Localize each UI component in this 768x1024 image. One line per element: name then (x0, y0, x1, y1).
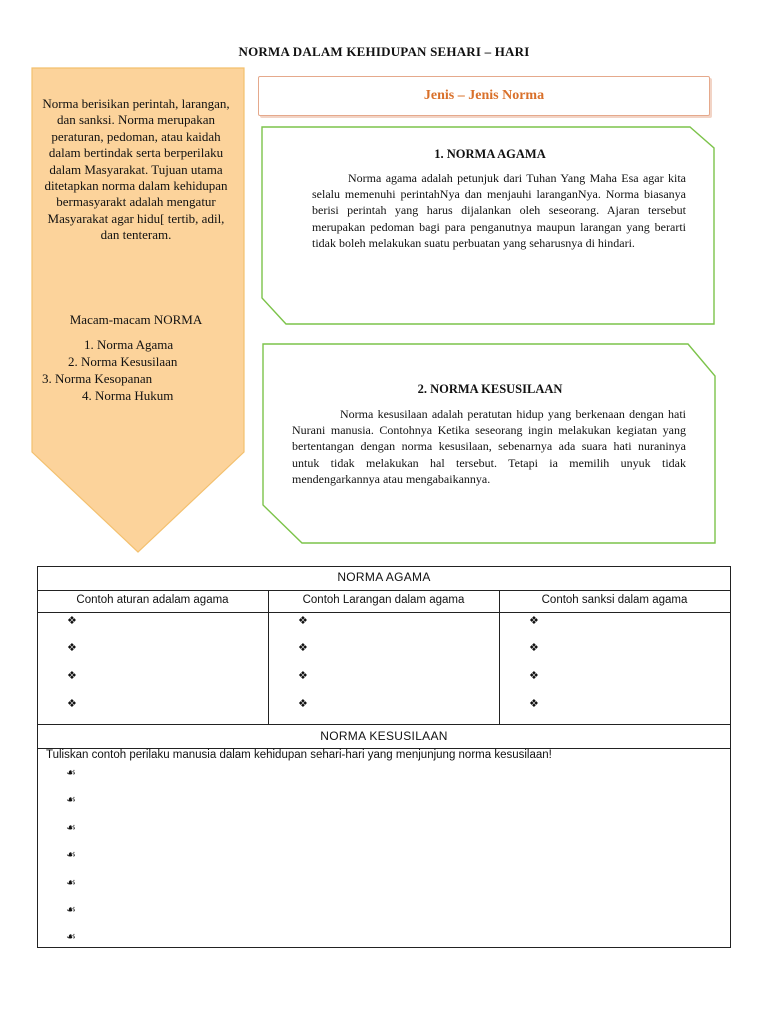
larangan-bullet: ❖ (298, 614, 308, 627)
answer-line-mark: ☙ (66, 930, 76, 943)
norma-agama-body: Norma agama adalah petunjuk dari Tuhan Yang Maha Esa agar kita selalu memenuhi perintahNya dan menjauhi laranganNya. Norma biasanya berisi perintah yang harus dijalankan oleh seseorang. Ajaran tersebut merupakan pedoman bagi para penganutnya maupun larangan yang berarti tidak boleh melakukan suatu perbuatan yang seharusnya di hindari. (312, 171, 686, 250)
list-item: 2. Norma Kesusilaan (68, 354, 178, 369)
norma-kesusilaan-body: Norma kesusilaan adalah peratutan hidup yang berkenaan dengan hati Nurani manusia. Contohnya Ketika seseorang ingin melakukan kegiatan yang bertentangan dengan norma kesusilaan, sebenarnya ada suara hati nuraninya untuk tidak melakukan hal tersebut. Tetapi ia memilih unyuk tidak mendengarkannya atau mengabaikannya. (292, 407, 686, 486)
larangan-bullet: ❖ (298, 669, 308, 682)
list-item: 1. Norma Agama (84, 337, 174, 352)
macam-norma-title: Macam-macam NORMA (69, 312, 203, 327)
table-norma-kesusilaan-header: NORMA KESUSILAAN (320, 729, 448, 743)
list-item: 3. Norma Kesopanan (42, 371, 153, 386)
norma-agama-title: 1. NORMA AGAMA (434, 147, 546, 161)
page-title: NORMA DALAM KEHIDUPAN SEHARI – HARI (238, 44, 530, 59)
sanksi-bullet: ❖ (529, 614, 539, 627)
col-header-aturan: Contoh aturan adalam agama (76, 594, 229, 606)
answer-line-mark: ☙ (66, 903, 76, 916)
col-header-sanksi: Contoh sanksi dalam agama (541, 594, 688, 606)
sanksi-bullet: ❖ (529, 669, 539, 682)
kesusilaan-instruction: Tuliskan contoh perilaku manusia dalam kehidupan sehari-hari yang menjunjung norma kesusilaan! (46, 749, 552, 761)
norma-kesusilaan-title: 2. NORMA KESUSILAAN (417, 382, 563, 396)
jenis-norma-banner: Jenis – Jenis Norma (258, 76, 710, 116)
aturan-bullet: ❖ (67, 641, 77, 654)
sanksi-bullet: ❖ (529, 697, 539, 710)
aturan-bullet: ❖ (67, 669, 77, 682)
answer-line-mark: ☙ (66, 766, 76, 779)
larangan-bullet: ❖ (298, 697, 308, 710)
larangan-bullet: ❖ (298, 641, 308, 654)
norma-definition: Norma berisikan perintah, larangan, dan sanksi. Norma merupakan peraturan, pedoman, atau kaidah dalam bertindak serta berperilaku dalam Masyarakat. Tujuan utama ditetapkan norma dalam kehidupan bermasyarakt adalah mengatur Masyarakat agar hidu[ tertib, adil, dan tenteram. (42, 96, 230, 243)
answer-line-mark: ☙ (66, 793, 76, 806)
table-norma-agama-header: NORMA AGAMA (337, 570, 431, 584)
answer-line-mark: ☙ (66, 821, 76, 834)
aturan-bullet: ❖ (67, 614, 77, 627)
col-header-larangan: Contoh Larangan dalam agama (302, 594, 465, 606)
aturan-bullet: ❖ (67, 697, 77, 710)
list-item: 4. Norma Hukum (82, 388, 174, 403)
answer-line-mark: ☙ (66, 876, 76, 889)
sanksi-bullet: ❖ (529, 641, 539, 654)
answer-line-mark: ☙ (66, 848, 76, 861)
